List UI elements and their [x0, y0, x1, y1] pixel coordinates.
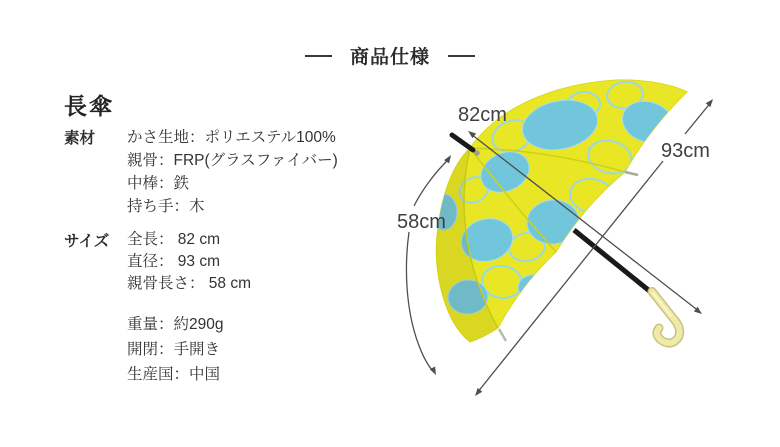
- rib-tip: [499, 329, 506, 341]
- section-header: [0, 42, 780, 69]
- ferrule-joint: [474, 150, 479, 155]
- size-item: 直径： 93 cm: [127, 253, 221, 270]
- material-item: 中棒：鉄: [127, 175, 190, 192]
- size-item: 全長： 82 cm: [127, 231, 221, 248]
- umbrella-ferrule: [452, 135, 473, 150]
- material-item: 持ち手：木: [127, 198, 205, 215]
- umbrella-handle: [652, 292, 680, 344]
- header-dash-left: [305, 55, 332, 57]
- size-list-extra: [127, 312, 223, 387]
- header-dash-right: [448, 55, 475, 57]
- size-list: [127, 229, 251, 295]
- size-label: サイズ: [64, 233, 110, 250]
- dimension-label-diameter: 93cm: [661, 140, 710, 162]
- material-item: 親骨：FRP(グラスファイバー): [127, 152, 338, 169]
- umbrella-shaft: [574, 230, 652, 293]
- dimension-label-rib-length: 58cm: [397, 211, 446, 233]
- size-item: 重量：約290g: [127, 316, 224, 333]
- dimension-label-total-length: 82cm: [458, 104, 507, 126]
- section-title: 商品仕様: [349, 47, 430, 68]
- size-item: 開閉：手開き: [127, 341, 221, 358]
- arrow-diameter-upper: [685, 101, 712, 134]
- rib-tip: [625, 172, 638, 175]
- material-list: [127, 126, 338, 218]
- material-label: 素材: [64, 130, 96, 147]
- arrow-rib-lower: [406, 232, 432, 370]
- size-item: 生産国：中国: [127, 366, 221, 383]
- product-type-title: 長傘: [64, 94, 114, 119]
- size-item: 親骨長さ： 58 cm: [127, 275, 252, 292]
- umbrella-diagram: [385, 70, 780, 410]
- material-item: かさ生地：ポリエステル100%: [127, 129, 336, 146]
